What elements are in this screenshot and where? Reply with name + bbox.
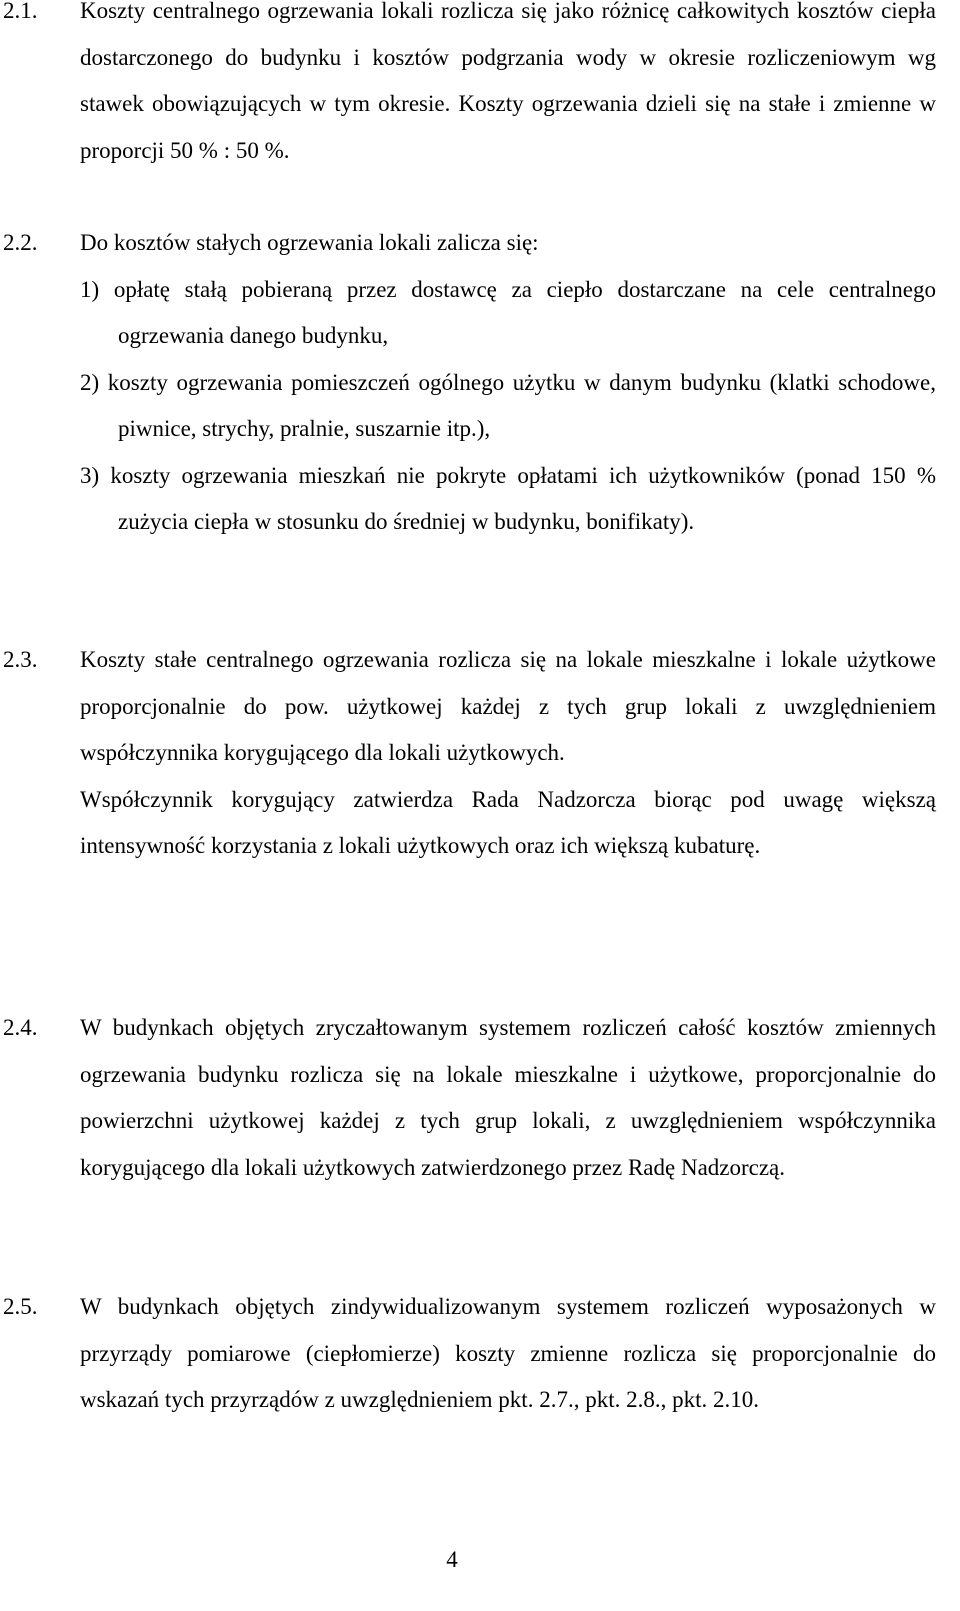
paragraph: Współczynnik korygujący zatwierdza Rada Nadzorcza biorąc pod uwagę większą intensywność korzystania z lokali użytkowych oraz ich większą kubaturę. (80, 786, 936, 858)
paragraph: W budynkach objętych zryczałtowanym systemem rozliczeń całość kosztów zmiennych ogrzewania budynku rozlicza się na lokale mieszkalne i użytkowe, proporcjonalnie do powierzchni użytkowej każdej z tych grup lokali, z uwzględnieniem współczynnika korygującego dla lokali użytkowych zatwierdzonego przez Radę Nadzorczą. (80, 1015, 936, 1180)
section-number: 2.4. (3, 1015, 38, 1040)
list-item: 2) koszty ogrzewania pomieszczeń ogólnego użytku w danym budynku (klatki schodowe, piwnice, strychy, pralnie, suszarnie itp.), (80, 369, 936, 441)
section-body (80, 637, 936, 870)
section-body (80, 1005, 936, 1191)
section-number: 2.3. (3, 647, 38, 672)
paragraph: Koszty stałe centralnego ogrzewania rozlicza się na lokale mieszkalne i lokale użytkowe proporcjonalnie do pow. użytkowej każdej z tych grup lokali z uwzględnieniem współczynnika korygującego dla lokali użytkowych. (80, 647, 936, 765)
section-intro: Do kosztów stałych ogrzewania lokali zalicza się: (80, 230, 539, 255)
section-number: 2.5. (3, 1294, 38, 1319)
list-item: 3) koszty ogrzewania mieszkań nie pokryte opłatami ich użytkowników (ponad 150 % zużycia ciepła w stosunku do średniej w budynku, bonifikaty). (80, 462, 936, 534)
page-number: 4 (446, 1547, 458, 1572)
section-number: 2.1. (3, 0, 38, 23)
section-body (80, 220, 936, 546)
section-body (80, 0, 936, 174)
paragraph: Koszty centralnego ogrzewania lokali rozlicza się jako różnicę całkowitych kosztów ciepła dostarczonego do budynku i kosztów podgrzania wody w okresie rozliczeniowym wg stawek obowiązujących w tym okresie. Koszty ogrzewania dzieli się na stałe i zmienne w proporcji 50 % : 50 %. (80, 0, 936, 163)
section-number: 2.2. (3, 230, 38, 255)
paragraph: W budynkach objętych zindywidualizowanym systemem rozliczeń wyposażonych w przyrządy pomiarowe (ciepłomierze) koszty zmienne rozlicza się proporcjonalnie do wskazań tych przyrządów z uwzględnieniem pkt. 2.7., pkt. 2.8., pkt. 2.10. (80, 1294, 936, 1412)
list-item: 1) opłatę stałą pobieraną przez dostawcę za ciepło dostarczane na cele centralnego ogrzewania danego budynku, (80, 276, 936, 348)
section-body (80, 1284, 936, 1424)
